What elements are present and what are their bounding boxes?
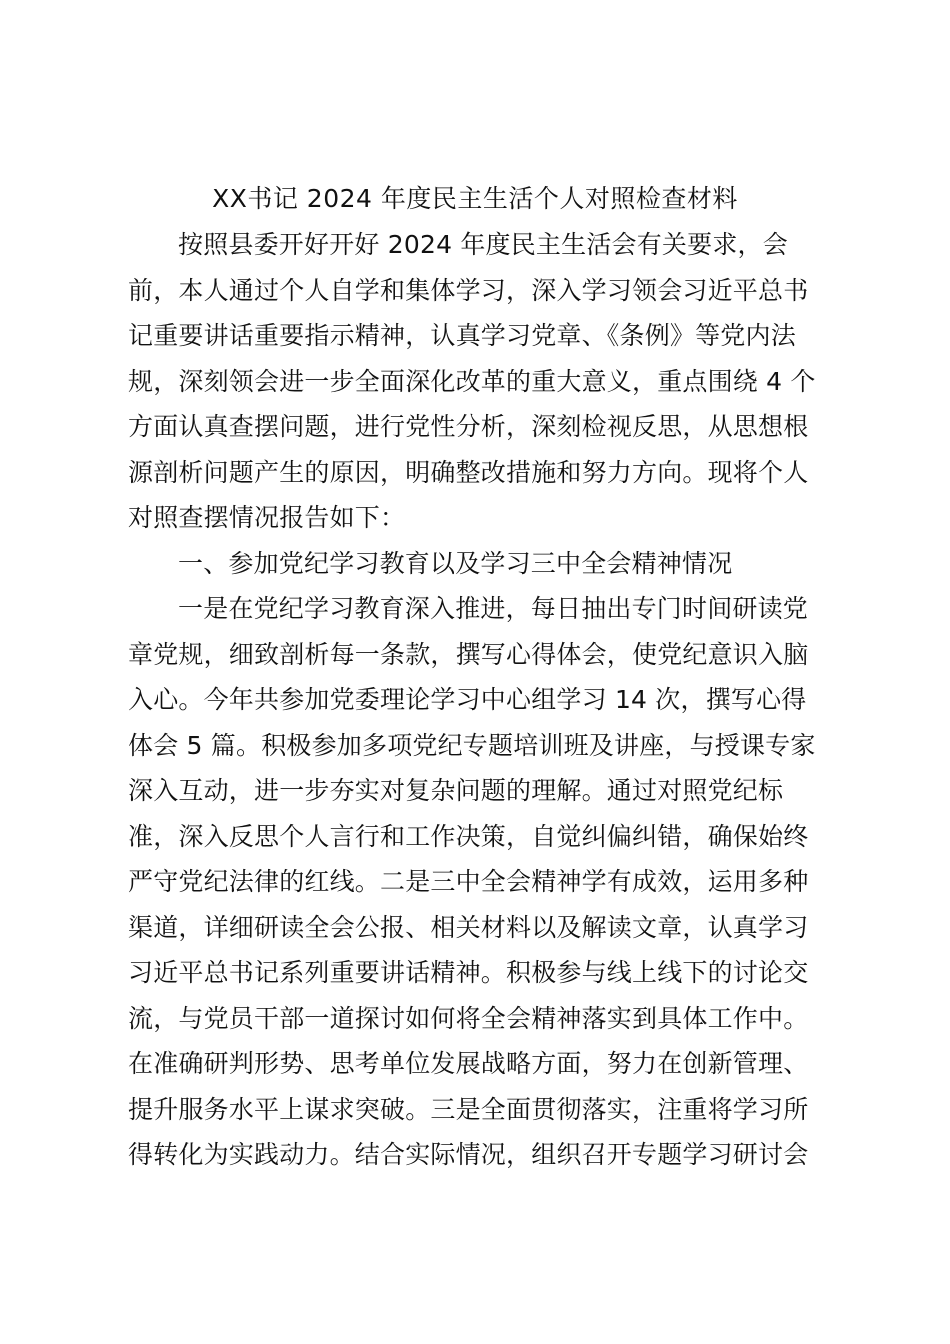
paragraph-line: 准，深入反思个人言行和工作决策，自觉纠偏纠错，确保始终 <box>128 821 809 851</box>
paragraph-line: 记重要讲话重要指示精神，认真学习党章、《条例》等党内法 <box>128 321 796 350</box>
paragraph-line: 前，本人通过个人自学和集体学习，深入学习领会习近平总书 <box>128 275 809 305</box>
paragraph-line: 入心。今年共参加党委理论学习中心组学习 14 次，撰写心得 <box>128 685 807 714</box>
document-body <box>128 222 820 1178</box>
paragraph-line: 严守党纪法律的红线。二是三中全会精神学有成效，运用多种 <box>128 867 809 896</box>
paragraph-line: 渠道，详细研读全会公报、相关材料以及解读文章，认真学习 <box>128 912 809 942</box>
paragraph-line: 按照县委开好开好 2024 年度民主生活会有关要求，会 <box>178 230 788 259</box>
paragraph-line: 习近平总书记系列重要讲话精神。积极参与线上线下的讨论交 <box>128 958 809 987</box>
paragraph-line: 方面认真查摆问题，进行党性分析，深刻检视反思，从思想根 <box>128 412 809 441</box>
section-heading: 一、参加党纪学习教育以及学习三中全会精神情况 <box>178 548 733 578</box>
paragraph-line: 章党规，细致剖析每一条款，撰写心得体会，使党纪意识入脑 <box>128 639 809 669</box>
paragraph-line: 提升服务水平上谋求突破。三是全面贯彻落实，注重将学习所 <box>128 1094 809 1124</box>
paragraph-line: 流，与党员干部一道探讨如何将全会精神落实到具体工作中。 <box>128 1003 809 1033</box>
paragraph-line: 体会 5 篇。积极参加多项党纪专题培训班及讲座，与授课专家 <box>128 730 816 760</box>
paragraph-line: 深入互动，进一步夯实对复杂问题的理解。通过对照党纪标 <box>128 776 784 805</box>
paragraph-line: 源剖析问题产生的原因，明确整改措施和努力方向。现将个人 <box>128 457 809 487</box>
document-title: XX书记 2024 年度民主生活个人对照检查材料 <box>212 184 738 213</box>
paragraph-line: 在准确研判形势、思考单位发展战略方面，努力在创新管理、 <box>128 1049 809 1078</box>
paragraph-line: 得转化为实践动力。结合实际情况，组织召开专题学习研讨会 <box>128 1140 809 1169</box>
paragraph-line: 一是在党纪学习教育深入推进，每日抽出专门时间研读党 <box>178 594 809 623</box>
paragraph-line: 规，深刻领会进一步全面深化改革的重大意义，重点围绕 4 个 <box>128 366 816 396</box>
paragraph-line: 对照查摆情况报告如下： <box>128 503 406 532</box>
